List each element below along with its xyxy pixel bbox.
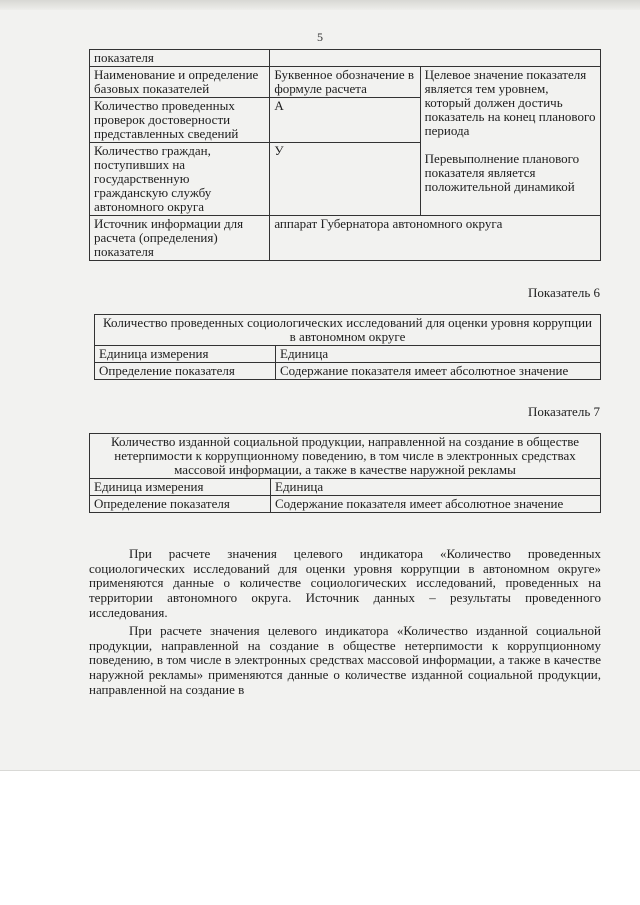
indicator6-title: Количество проведенных социологических исследований для оценки уровня коррупции в автономном округе bbox=[95, 315, 601, 346]
definition-value: Содержание показателя имеет абсолютное значение bbox=[271, 496, 601, 513]
paragraph-research: При расчете значения целевого индикатора «Количество проведенных социологических исследований для оценки уровня коррупции в автономном округе» применяются данные о количестве социологических исследований, проведенных на территории автономного округа. Источник данных – результаты проведенного исследования. bbox=[89, 546, 601, 620]
header-base-indicators: Наименование и определение базовых показателей bbox=[90, 67, 270, 98]
row-symbol: У bbox=[270, 143, 420, 216]
table-row bbox=[90, 496, 601, 513]
unit-value: Единица bbox=[276, 346, 601, 363]
indicator7-title: Количество изданной социальной продукции, направленной на создание в обществе нетерпимости к коррупционному поведению, в том числе в электронных средствах массовой информации, а также в качестве наружной рекламы bbox=[90, 434, 601, 479]
row-symbol: А bbox=[270, 98, 420, 143]
source-value: аппарат Губернатора автономного округа bbox=[270, 216, 601, 261]
table-row bbox=[95, 346, 601, 363]
row-name: Количество граждан, поступивших на государственную гражданскую службу автономного округа bbox=[90, 143, 270, 216]
unit-label: Единица измерения bbox=[90, 479, 271, 496]
indicator6-table bbox=[94, 314, 601, 380]
target-value-description bbox=[420, 67, 600, 216]
source-label: Источник информации для расчета (определения) показателя bbox=[90, 216, 270, 261]
indicator5-table bbox=[89, 49, 601, 261]
paragraph-social-products: При расчете значения целевого индикатора «Количество изданной социальной продукции, направленной на создание в обществе нетерпимости к коррупционному поведению, в том числе в электронных средствах массовой информации, а также в качестве наружной рекламы» применяются данные о количестве изданной социальной продукции, направленной на создание в bbox=[89, 623, 601, 697]
target-value-text: Целевое значение показателя является тем уровнем, который должен достичь показатель на конец планового периода bbox=[424, 67, 596, 138]
table-row bbox=[90, 434, 601, 479]
table-row bbox=[90, 50, 601, 67]
scan-top-edge bbox=[0, 0, 640, 10]
indicator6-heading: Показатель 6 bbox=[528, 285, 600, 300]
header-letter-symbol: Буквенное обозначение в формуле расчета bbox=[270, 67, 420, 98]
overfulfillment-text: Перевыполнение планового показателя является положительной динамикой bbox=[424, 151, 580, 194]
table-row bbox=[95, 315, 601, 346]
indicator7-table bbox=[89, 433, 601, 513]
table-row bbox=[90, 479, 601, 496]
indicator7-heading: Показатель 7 bbox=[528, 404, 600, 419]
row-name: Количество проведенных проверок достоверности представленных сведений bbox=[90, 98, 270, 143]
page-number: 5 bbox=[317, 30, 323, 44]
table-row bbox=[90, 216, 601, 261]
table-cell bbox=[270, 50, 601, 67]
table-row bbox=[90, 67, 601, 98]
table-row bbox=[95, 363, 601, 380]
unit-value: Единица bbox=[271, 479, 601, 496]
table-cell: показателя bbox=[90, 50, 270, 67]
unit-label: Единица измерения bbox=[95, 346, 276, 363]
definition-value: Содержание показателя имеет абсолютное значение bbox=[276, 363, 601, 380]
definition-label: Определение показателя bbox=[90, 496, 271, 513]
definition-label: Определение показателя bbox=[95, 363, 276, 380]
